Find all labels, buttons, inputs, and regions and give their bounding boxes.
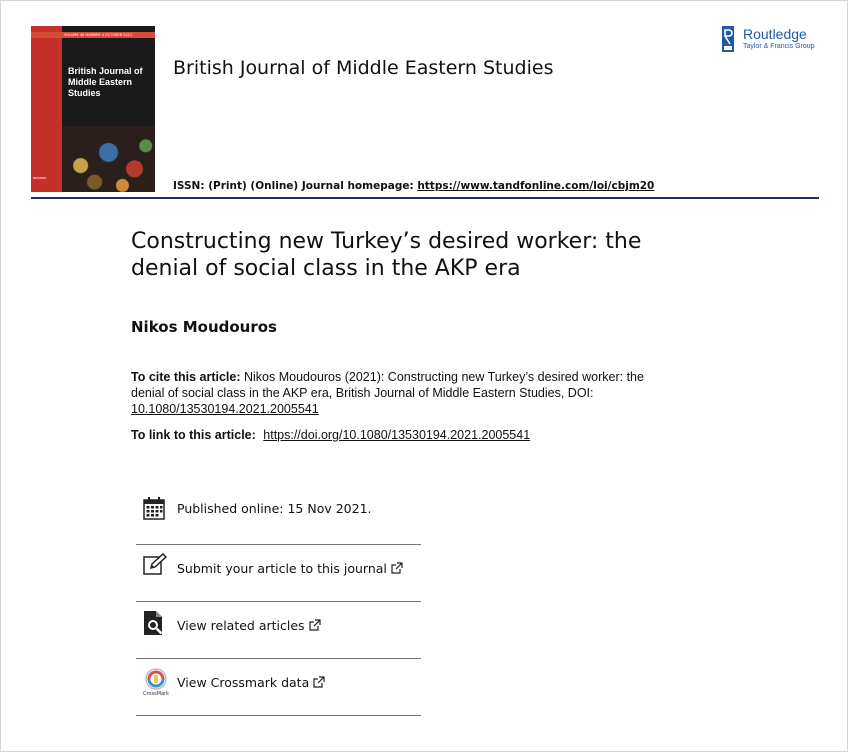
crossmark-text: View Crossmark data xyxy=(177,675,310,690)
article-author: Nikos Moudouros xyxy=(131,318,277,336)
crossmark-row[interactable] xyxy=(136,659,421,715)
crossmark-icon-label: CrossMark xyxy=(143,691,169,696)
routledge-logo xyxy=(722,26,822,54)
related-articles-text: View related articles xyxy=(177,618,305,633)
article-link-label: To link to this article: xyxy=(131,428,260,442)
article-link-line xyxy=(131,428,530,442)
submit-article-link[interactable] xyxy=(177,561,403,576)
external-link-icon xyxy=(309,619,321,631)
cover-title: British Journal of Middle Eastern Studies xyxy=(68,66,143,98)
related-articles-link[interactable] xyxy=(177,618,321,633)
routledge-name: Routledge xyxy=(743,26,807,42)
document-search-icon xyxy=(143,610,165,636)
citation-doi-link[interactable]: 10.1080/13530194.2021.2005541 xyxy=(131,402,319,416)
routledge-r-icon xyxy=(722,26,734,52)
journal-cover-image xyxy=(31,26,155,192)
citation-label: To cite this article: xyxy=(131,370,241,384)
external-link-icon xyxy=(313,676,325,688)
published-online-text: Published online: 15 Nov 2021. xyxy=(177,501,372,516)
citation-text: Nikos Moudouros (2021): Constructing new Turkey’s desired worker: the denial of social class in the AKP era, British Journal of Middle Eastern Studies, DOI: xyxy=(131,370,644,400)
crossmark-link[interactable] xyxy=(177,675,325,690)
issn-label: ISSN: (Print) (Online) Journal homepage: xyxy=(173,180,418,192)
related-articles-row[interactable] xyxy=(136,602,421,658)
cover-artwork xyxy=(62,126,155,192)
submit-article-text: Submit your article to this journal xyxy=(177,561,387,576)
cover-publisher-mark: BRISMES xyxy=(33,176,47,180)
citation-block xyxy=(131,369,671,417)
edit-pencil-icon xyxy=(143,553,167,575)
published-online-row xyxy=(136,488,421,544)
calendar-icon xyxy=(143,496,165,520)
journal-title: British Journal of Middle Eastern Studies xyxy=(173,57,554,79)
header-divider xyxy=(31,197,819,199)
cover-volume-line: VOLUME 48 NUMBER 4 OCTOBER 2021 xyxy=(64,33,133,37)
routledge-subtitle: Taylor & Francis Group xyxy=(743,43,815,50)
cover-red-strip xyxy=(31,26,62,192)
issn-line xyxy=(173,180,654,192)
article-doi-url[interactable]: https://doi.org/10.1080/13530194.2021.2005541 xyxy=(263,428,531,442)
article-title: Constructing new Turkey’s desired worker: the denial of social class in the AKP era xyxy=(131,229,642,281)
row-divider xyxy=(136,715,421,716)
submit-article-row[interactable] xyxy=(136,545,421,601)
crossmark-icon xyxy=(143,668,169,696)
external-link-icon xyxy=(391,562,403,574)
journal-homepage-link[interactable]: https://www.tandfonline.com/loi/cbjm20 xyxy=(417,180,655,192)
